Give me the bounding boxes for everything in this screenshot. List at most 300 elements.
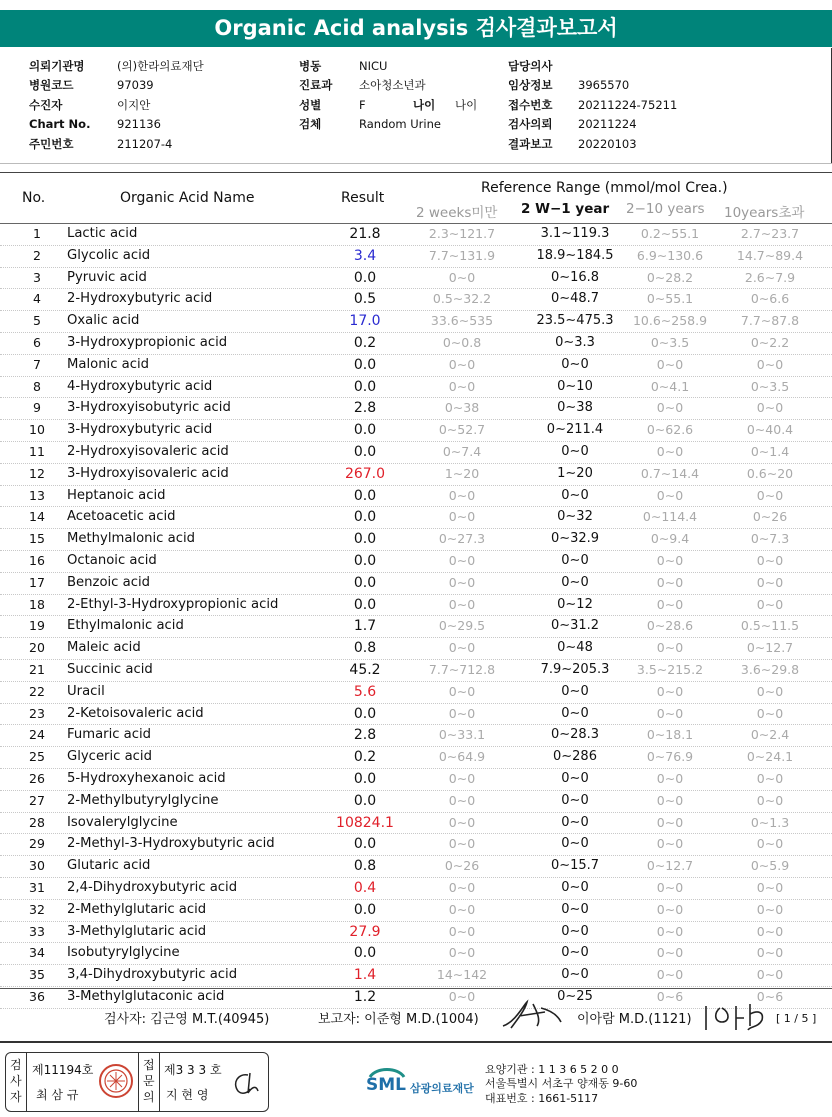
row-number: 11 xyxy=(29,443,45,459)
ref-range-2w-1y: 0∼28.3 xyxy=(550,727,600,743)
ref-range-2weeks: 7.7∼712.8 xyxy=(428,661,496,677)
header-value: 97039 xyxy=(117,78,154,93)
ref-range-2weeks: 0∼33.1 xyxy=(438,727,486,743)
right-label-cell xyxy=(138,1053,160,1111)
ref-range-10y-plus: 0∼6 xyxy=(756,988,784,1004)
ref-range-10y-plus: 7.7∼87.8 xyxy=(740,313,800,329)
ref-range-10y-plus: 0∼0 xyxy=(756,487,784,503)
ref-range-2-10y: 0.7∼14.4 xyxy=(640,465,700,481)
ref-range-2-10y: 0∼76.9 xyxy=(646,749,694,765)
row-number: 21 xyxy=(29,661,45,677)
divider xyxy=(0,172,832,173)
result-value: 0.0 xyxy=(353,552,377,569)
ref-range-2w-1y: 0∼0 xyxy=(561,443,589,459)
acid-name: 3-Methylglutaric acid xyxy=(67,923,207,939)
ref-range-2w-1y: 7.9∼205.3 xyxy=(540,661,610,677)
acid-name: 3-Hydroxybutyric acid xyxy=(67,422,213,438)
ref-range-2w-1y: 1∼20 xyxy=(557,465,593,481)
ref-range-2weeks: 0∼29.5 xyxy=(438,618,486,634)
header-label: 주민번호 xyxy=(29,136,74,151)
ref-range-2weeks: 0∼0 xyxy=(448,487,476,503)
row-number: 17 xyxy=(29,574,45,590)
header-value: 20220103 xyxy=(578,136,637,151)
ref-range-2weeks: 0∼7.4 xyxy=(442,443,482,459)
table-row xyxy=(0,224,832,246)
header-label: 성별 xyxy=(299,97,322,112)
header-label: Chart No. xyxy=(29,117,91,132)
ref-range-10y-plus: 0.6∼20 xyxy=(746,465,794,481)
table-row xyxy=(0,878,832,900)
header-label: 병동 xyxy=(299,58,322,73)
ref-range-2-10y: 0∼62.6 xyxy=(646,422,694,438)
header-field xyxy=(508,95,677,115)
col-no-header: No. xyxy=(22,190,46,206)
left-license-number: 제11194호 xyxy=(32,1063,94,1077)
ref-range-10y-plus: 0∼5.9 xyxy=(750,858,790,874)
ref-range-2weeks: 0∼0 xyxy=(448,879,476,895)
table-row xyxy=(0,660,832,682)
row-number: 31 xyxy=(29,879,45,895)
ref-range-10y-plus: 0∼0 xyxy=(756,901,784,917)
result-value: 45.2 xyxy=(349,661,381,678)
ref-range-10y-plus: 0∼0 xyxy=(756,923,784,939)
footer-line1: 요양기관 : 1 1 3 6 5 2 0 0 xyxy=(485,1063,619,1076)
logo-text: SML xyxy=(366,1075,406,1095)
ref-range-2-10y: 3.5∼215.2 xyxy=(636,661,704,677)
result-value: 0.0 xyxy=(353,443,377,460)
ref-range-2-10y: 0∼0 xyxy=(656,487,684,503)
header-label: 담당의사 xyxy=(508,58,553,73)
ref-range-2w-1y: 0∼31.2 xyxy=(550,618,600,634)
acid-name: Methylmalonic acid xyxy=(67,531,195,547)
result-value: 0.0 xyxy=(353,596,377,613)
results-table xyxy=(0,224,832,1009)
ref-range-10y-plus: 0∼0 xyxy=(756,574,784,590)
sml-logo xyxy=(366,1063,474,1099)
ref-range-10y-plus: 0∼1.3 xyxy=(750,814,790,830)
table-row xyxy=(0,682,832,704)
ref-range-2-10y: 0∼3.5 xyxy=(650,334,690,350)
table-row xyxy=(0,791,832,813)
row-number: 10 xyxy=(29,422,45,438)
ref-range-2weeks: 0∼0 xyxy=(448,552,476,568)
result-value: 0.0 xyxy=(353,770,377,787)
header-value: 3965570 xyxy=(578,78,630,93)
ref-range-2-10y: 0∼0 xyxy=(656,814,684,830)
left-label-cell xyxy=(6,1053,27,1111)
ref-range-2-10y: 0.2∼55.1 xyxy=(640,226,700,241)
table-row xyxy=(0,420,832,442)
ref-range-2weeks: 0∼0 xyxy=(448,640,476,656)
ref-range-10y-plus: 0∼0 xyxy=(756,770,784,786)
ref-range-2w-1y: 0∼0 xyxy=(561,792,589,808)
acid-name: 3-Hydroxypropionic acid xyxy=(67,334,228,350)
reporter-signature xyxy=(497,998,567,1032)
ref-range-2weeks: 0∼0 xyxy=(448,792,476,808)
ref-range-2-10y: 0∼4.1 xyxy=(650,378,690,394)
header-label: 의뢰기관명 xyxy=(29,58,85,73)
result-value: 3.4 xyxy=(353,247,377,264)
ref-range-10y-plus: 0∼1.4 xyxy=(750,443,790,459)
ref-range-2-10y: 0∼0 xyxy=(656,552,684,568)
row-number: 7 xyxy=(33,356,41,372)
ref-range-2weeks: 0∼0 xyxy=(448,683,476,699)
row-number: 9 xyxy=(33,400,41,416)
ref-range-2weeks: 0∼0 xyxy=(448,923,476,939)
row-number: 26 xyxy=(29,770,45,786)
ref-range-2-10y: 0∼114.4 xyxy=(642,509,698,525)
header-col1 xyxy=(29,56,204,154)
ref-col-0: 2 weeks미만 xyxy=(416,205,498,221)
license-stamp-box xyxy=(5,1052,269,1112)
ref-range-2-10y: 0∼0 xyxy=(656,356,684,372)
table-row xyxy=(0,900,832,922)
row-number: 35 xyxy=(29,967,45,983)
header-field xyxy=(508,56,677,76)
ref-range-2-10y: 0∼9.4 xyxy=(650,531,690,547)
ref-range-2w-1y: 0∼0 xyxy=(561,683,589,699)
ref-range-2w-1y: 0∼286 xyxy=(553,749,597,765)
ref-range-2w-1y: 0∼0 xyxy=(561,923,589,939)
ref-range-2weeks: 0∼0 xyxy=(448,356,476,372)
acid-name: Glutaric acid xyxy=(67,858,151,874)
header-value: 211207-4 xyxy=(117,136,173,151)
table-row xyxy=(0,551,832,573)
row-number: 23 xyxy=(29,705,45,721)
ref-range-2weeks: 0∼0 xyxy=(448,988,476,1004)
page-indicator: [ 1 / 5 ] xyxy=(776,1012,817,1025)
result-value: 0.8 xyxy=(353,858,377,875)
table-row xyxy=(0,507,832,529)
table-row xyxy=(0,922,832,944)
ref-range-10y-plus: 0∼0 xyxy=(756,879,784,895)
header-value: NICU xyxy=(359,58,388,73)
table-row xyxy=(0,311,832,333)
result-value: 0.0 xyxy=(353,792,377,809)
result-value: 0.2 xyxy=(353,334,377,351)
row-number: 36 xyxy=(29,988,45,1004)
header-label: 진료과 xyxy=(299,78,333,93)
ref-range-2w-1y: 0∼3.3 xyxy=(555,334,595,350)
ref-range-2weeks: 0∼38 xyxy=(444,400,480,416)
ref-range-2-10y: 0∼0 xyxy=(656,945,684,961)
result-value: 0.0 xyxy=(353,531,377,548)
ref-range-10y-plus: 0∼6.6 xyxy=(750,291,790,307)
ref-range-2w-1y: 0∼38 xyxy=(557,400,593,416)
header-field xyxy=(299,95,477,115)
ref-range-2weeks: 0∼64.9 xyxy=(438,749,486,765)
ref-range-2-10y: 0∼0 xyxy=(656,574,684,590)
acid-name: Lactic acid xyxy=(67,226,138,241)
ref-range-2weeks: 0∼0 xyxy=(448,378,476,394)
ref-range-10y-plus: 0∼40.4 xyxy=(746,422,794,438)
ref-range-10y-plus: 0∼0 xyxy=(756,552,784,568)
result-value: 5.6 xyxy=(353,683,377,700)
header-value: 20211224 xyxy=(578,117,637,132)
acid-name: 2-Methylglutaric acid xyxy=(67,901,207,917)
header-field xyxy=(29,134,204,154)
ref-range-2weeks: 0∼26 xyxy=(444,858,480,874)
ref-range-2-10y: 0∼0 xyxy=(656,400,684,416)
ref-range-2-10y: 0∼0 xyxy=(656,901,684,917)
result-value: 10824.1 xyxy=(336,814,394,831)
header-label: 검사의뢰 xyxy=(508,117,553,132)
ref-range-2weeks: 0∼0 xyxy=(448,269,476,285)
acid-name: Uracil xyxy=(67,683,105,699)
table-row xyxy=(0,769,832,791)
acid-name: 3-Hydroxyisovaleric acid xyxy=(67,465,229,481)
ref-range-2w-1y: 0∼0 xyxy=(561,356,589,372)
table-row xyxy=(0,486,832,508)
ref-range-2w-1y: 0∼0 xyxy=(561,836,589,852)
ref-range-2w-1y: 23.5∼475.3 xyxy=(536,313,614,329)
ref-range-10y-plus: 0∼0 xyxy=(756,945,784,961)
row-number: 13 xyxy=(29,487,45,503)
ref-range-10y-plus: 0∼2.2 xyxy=(750,334,790,350)
header-field xyxy=(29,115,204,135)
ref-range-2w-1y: 0∼211.4 xyxy=(546,422,604,438)
ref-range-10y-plus: 0∼0 xyxy=(756,596,784,612)
right-label: 접문의 xyxy=(143,1058,155,1104)
acid-name: Glyceric acid xyxy=(67,749,152,765)
header-field xyxy=(299,76,477,96)
ref-range-2weeks: 0∼0 xyxy=(448,901,476,917)
ref-range-2-10y: 0∼6 xyxy=(656,988,684,1004)
ref-range-2w-1y: 0∼0 xyxy=(561,552,589,568)
ref-range-2weeks: 0.5∼32.2 xyxy=(432,291,492,307)
ref-range-10y-plus: 2.7∼23.7 xyxy=(740,226,800,241)
acid-name: Benzoic acid xyxy=(67,574,150,590)
row-number: 19 xyxy=(29,618,45,634)
table-row xyxy=(0,529,832,551)
table-row xyxy=(0,333,832,355)
header-value: 이지안 xyxy=(117,97,151,112)
result-value: 21.8 xyxy=(349,226,381,242)
ref-range-2weeks: 1∼20 xyxy=(444,465,480,481)
row-number: 22 xyxy=(29,683,45,699)
row-number: 6 xyxy=(33,334,41,350)
ref-range-2w-1y: 0∼0 xyxy=(561,705,589,721)
table-row xyxy=(0,725,832,747)
header-col2 xyxy=(299,56,477,134)
header-label: 나이 xyxy=(413,97,436,112)
header-label: 수진자 xyxy=(29,97,63,112)
acid-name: Acetoacetic acid xyxy=(67,509,176,525)
acid-name: Octanoic acid xyxy=(67,552,157,568)
ref-range-2weeks: 0∼0 xyxy=(448,814,476,830)
col-result-header: Result xyxy=(341,190,385,206)
table-row xyxy=(0,943,832,965)
table-row xyxy=(0,616,832,638)
ref-range-2w-1y: 0∼0 xyxy=(561,574,589,590)
ref-range-2-10y: 0∼28.2 xyxy=(646,269,694,285)
row-number: 3 xyxy=(33,269,41,285)
ref-range-10y-plus: 0∼0 xyxy=(756,792,784,808)
header-value: Random Urine xyxy=(359,117,441,132)
result-value: 1.2 xyxy=(353,988,377,1005)
ref-range-2w-1y: 3.1∼119.3 xyxy=(540,226,610,241)
footer-line3: 대표번호 : 1661-5117 xyxy=(485,1092,599,1105)
ref-range-10y-plus: 14.7∼89.4 xyxy=(736,247,804,263)
header-field xyxy=(29,76,204,96)
doctor2-signature-text: 이아람 M.D.(1121) xyxy=(577,1012,692,1027)
ref-range-2-10y: 0∼0 xyxy=(656,879,684,895)
header-value: 소아청소년과 xyxy=(359,78,426,93)
table-row xyxy=(0,638,832,660)
ref-range-10y-plus: 0∼0 xyxy=(756,967,784,983)
stamp-signature xyxy=(228,1069,262,1099)
ref-range-10y-plus: 0∼7.3 xyxy=(750,531,790,547)
ref-col-1: 2 W−1 year xyxy=(521,201,610,217)
acid-name: Oxalic acid xyxy=(67,313,140,329)
header-label: 검체 xyxy=(299,117,322,132)
acid-name: Isovalerylglycine xyxy=(67,814,178,830)
header-field xyxy=(508,134,677,154)
left-label: 검사자 xyxy=(10,1058,22,1104)
ref-col-2: 2−10 years xyxy=(626,201,705,217)
result-value: 0.0 xyxy=(353,836,377,853)
table-row xyxy=(0,355,832,377)
acid-name: Isobutyrylglycine xyxy=(67,945,180,961)
ref-range-2w-1y: 0∼15.7 xyxy=(550,858,600,874)
ref-range-2w-1y: 0∼0 xyxy=(561,879,589,895)
divider xyxy=(0,1041,832,1043)
ref-range-2-10y: 0∼0 xyxy=(656,443,684,459)
acid-name: Ethylmalonic acid xyxy=(67,618,184,634)
ref-range-2weeks: 0∼0 xyxy=(448,836,476,852)
doctor2-signature xyxy=(700,1000,770,1034)
table-row xyxy=(0,813,832,835)
acid-name: 2-Hydroxyisovaleric acid xyxy=(67,443,229,459)
ref-range-2weeks: 0∼0 xyxy=(448,574,476,590)
footer-line2: 서울특별시 서초구 양재동 9-60 xyxy=(485,1077,638,1090)
result-value: 0.2 xyxy=(353,749,377,766)
ref-range-10y-plus: 0∼26 xyxy=(752,509,788,525)
seal-icon xyxy=(98,1063,134,1099)
ref-range-2weeks: 0∼0 xyxy=(448,945,476,961)
table-row xyxy=(0,398,832,420)
ref-col-3: 10years초과 xyxy=(724,205,805,221)
row-number: 4 xyxy=(33,291,41,307)
table-row xyxy=(0,246,832,268)
ref-range-2-10y: 0∼0 xyxy=(656,770,684,786)
result-value: 0.5 xyxy=(353,291,377,308)
acid-name: 3,4-Dihydroxybutyric acid xyxy=(67,967,238,983)
header-field xyxy=(508,76,677,96)
ref-range-10y-plus: 0∼12.7 xyxy=(746,640,794,656)
ref-range-2-10y: 0∼0 xyxy=(656,683,684,699)
ref-range-2weeks: 0∼0 xyxy=(448,705,476,721)
table-row xyxy=(0,464,832,486)
row-number: 33 xyxy=(29,923,45,939)
reporter-signature-text: 보고자: 이준형 M.D.(1004) xyxy=(318,1012,479,1027)
row-number: 18 xyxy=(29,596,45,612)
header-value: (의)한라의료재단 xyxy=(117,58,204,73)
header-field xyxy=(299,115,477,135)
row-number: 14 xyxy=(29,509,45,525)
ref-range-2weeks: 2.3∼121.7 xyxy=(428,226,496,241)
ref-range-2-10y: 0∼0 xyxy=(656,640,684,656)
header-value: 20211224-75211 xyxy=(578,97,678,112)
acid-name: Maleic acid xyxy=(67,640,141,656)
result-value: 17.0 xyxy=(349,313,381,330)
ref-range-2-10y: 0∼12.7 xyxy=(646,858,694,874)
col-name-header: Organic Acid Name xyxy=(120,190,255,206)
acid-name: 2,4-Dihydroxybutyric acid xyxy=(67,879,238,895)
ref-range-2weeks: 0∼0 xyxy=(448,596,476,612)
ref-range-2w-1y: 0∼16.8 xyxy=(550,269,600,285)
table-row xyxy=(0,268,832,290)
table-row xyxy=(0,747,832,769)
result-value: 0.4 xyxy=(353,879,377,896)
result-value: 27.9 xyxy=(349,923,381,940)
acid-name: 2-Methyl-3-Hydroxybutyric acid xyxy=(67,836,275,852)
header-value: F xyxy=(359,97,366,112)
ref-range-10y-plus: 3.6∼29.8 xyxy=(740,661,800,677)
ref-range-2-10y: 0∼0 xyxy=(656,596,684,612)
ref-range-2-10y: 6.9∼130.6 xyxy=(636,247,704,263)
ref-range-2-10y: 0∼18.1 xyxy=(646,727,694,743)
header-label: 병원코드 xyxy=(29,78,74,93)
acid-name: 2-Hydroxybutyric acid xyxy=(67,291,213,307)
result-value: 0.0 xyxy=(353,378,377,395)
ref-range-2-10y: 0∼0 xyxy=(656,836,684,852)
ref-range-2-10y: 0∼0 xyxy=(656,705,684,721)
row-number: 2 xyxy=(33,247,41,263)
table-row xyxy=(0,856,832,878)
header-value: 나이 xyxy=(455,97,478,112)
acid-name: Glycolic acid xyxy=(67,247,151,263)
ref-range-10y-plus: 2.6∼7.9 xyxy=(744,269,796,285)
acid-name: 2-Methylbutyrylglycine xyxy=(67,792,219,808)
ref-range-10y-plus: 0∼2.4 xyxy=(750,727,790,743)
result-value: 0.0 xyxy=(353,356,377,373)
ref-range-2-10y: 0∼0 xyxy=(656,967,684,983)
header-label: 접수번호 xyxy=(508,97,553,112)
ref-range-2-10y: 0∼28.6 xyxy=(646,618,694,634)
ref-range-10y-plus: 0∼3.5 xyxy=(750,378,790,394)
table-row xyxy=(0,965,832,987)
ref-range-2weeks: 33.6∼535 xyxy=(430,313,494,329)
header-label: 결과보고 xyxy=(508,136,553,151)
row-number: 15 xyxy=(29,531,45,547)
ref-range-2w-1y: 0∼32 xyxy=(557,509,593,525)
acid-name: Fumaric acid xyxy=(67,727,152,743)
ref-range-2weeks: 0∼0 xyxy=(448,770,476,786)
left-name: 최 삼 규 xyxy=(36,1088,79,1102)
row-number: 25 xyxy=(29,749,45,765)
result-value: 0.0 xyxy=(353,705,377,722)
row-number: 24 xyxy=(29,727,45,743)
tester-signature-text: 검사자: 김근영 M.T.(40945) xyxy=(104,1012,270,1027)
ref-range-10y-plus: 0∼0 xyxy=(756,705,784,721)
result-value: 267.0 xyxy=(344,465,386,482)
ref-range-2w-1y: 0∼0 xyxy=(561,487,589,503)
right-license-number: 제3 3 3 호 xyxy=(164,1063,222,1077)
table-row xyxy=(0,595,832,617)
header-col3 xyxy=(508,56,677,154)
row-number: 1 xyxy=(33,226,41,241)
divider xyxy=(0,988,832,989)
ref-range-2-10y: 10.6∼258.9 xyxy=(632,313,708,329)
row-number: 34 xyxy=(29,945,45,961)
result-value: 1.4 xyxy=(353,967,377,984)
table-row xyxy=(0,289,832,311)
ref-range-2w-1y: 0∼0 xyxy=(561,945,589,961)
row-number: 5 xyxy=(33,313,41,329)
ref-range-2w-1y: 0∼10 xyxy=(557,378,593,394)
table-row xyxy=(0,377,832,399)
